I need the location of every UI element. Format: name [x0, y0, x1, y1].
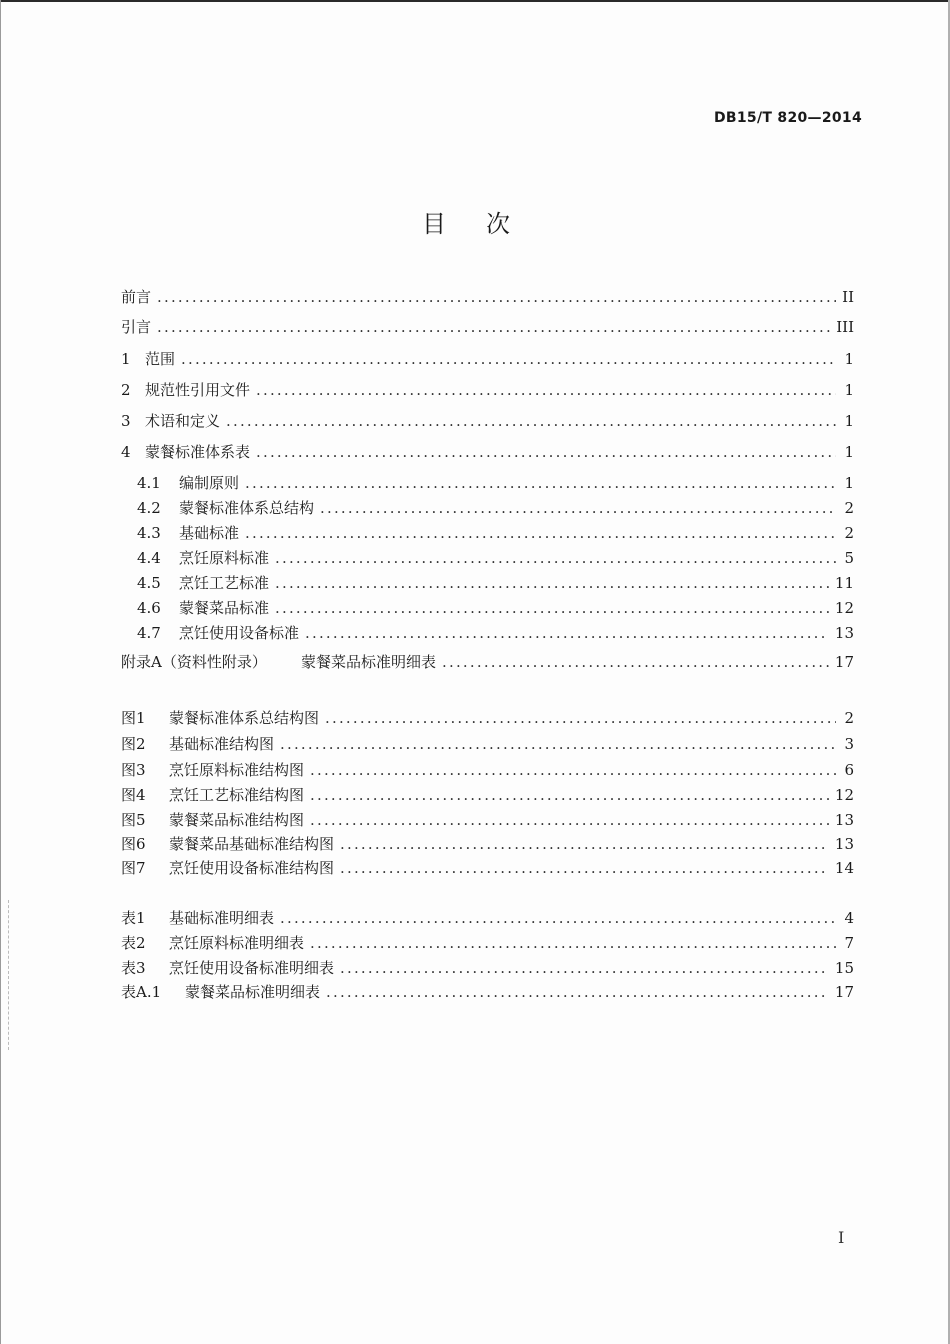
toc-leader-dots	[310, 760, 836, 780]
toc-entry-text: 编制原则	[179, 474, 240, 492]
toc-subentry-4-7[interactable]	[137, 623, 854, 643]
scan-edge-left	[0, 0, 1, 1344]
toc-entry-number: 1	[121, 350, 131, 368]
toc-leader-dots	[256, 380, 836, 400]
toc-entry-number: 表A.1	[121, 983, 162, 1001]
toc-entry-page: 12	[834, 786, 854, 804]
toc-entry-text: 蒙餐菜品标准明细表	[301, 653, 437, 671]
toc-entry-normative-references[interactable]	[121, 380, 854, 400]
toc-leader-dots	[340, 958, 829, 978]
toc-leader-dots	[310, 810, 829, 830]
toc-entry-number: 图6	[121, 835, 146, 853]
toc-entry-text: 烹饪使用设备标准明细表	[169, 959, 335, 977]
toc-subentry-4-4[interactable]	[137, 548, 854, 568]
toc-entry-page: 13	[834, 811, 854, 829]
toc-entry-number: 4.1	[137, 474, 161, 492]
toc-entry-text: 前言	[121, 288, 152, 306]
toc-entry-text: 蒙餐标准体系总结构图	[169, 709, 320, 727]
toc-subentry-4-5[interactable]	[137, 573, 854, 593]
toc-leader-dots	[245, 473, 836, 493]
toc-subentry-4-6[interactable]	[137, 598, 854, 618]
toc-entry-page: 13	[834, 835, 854, 853]
toc-entry-terms-definitions[interactable]	[121, 411, 854, 431]
toc-table-1[interactable]	[121, 908, 854, 928]
toc-table-a1[interactable]	[121, 982, 854, 1002]
toc-figure-6[interactable]	[121, 834, 854, 854]
toc-entry-page: 5	[844, 549, 854, 567]
toc-entry-number: 4.2	[137, 499, 161, 517]
toc-entry-text: 基础标准明细表	[169, 909, 275, 927]
toc-subentry-4-2[interactable]	[137, 498, 854, 518]
toc-leader-dots	[320, 498, 836, 518]
toc-entry-page: 13	[834, 624, 854, 642]
toc-entry-number: 图7	[121, 859, 146, 877]
toc-entry-page: 2	[844, 709, 854, 727]
toc-entry-number: 图3	[121, 761, 146, 779]
toc-figure-7[interactable]	[121, 858, 854, 878]
toc-entry-page: 1	[844, 350, 854, 368]
toc-entry-page: III	[836, 318, 854, 336]
toc-leader-dots	[280, 734, 836, 754]
toc-entry-number: 附录A（资料性附录）	[121, 653, 267, 671]
toc-entry-text: 烹饪原料标准	[179, 549, 270, 567]
toc-entry-number: 表2	[121, 934, 146, 952]
toc-leader-dots	[310, 933, 836, 953]
toc-entry-number: 图5	[121, 811, 146, 829]
toc-entry-text: 烹饪原料标准结构图	[169, 761, 305, 779]
toc-leader-dots	[226, 411, 836, 431]
toc-leader-dots	[157, 317, 830, 337]
toc-entry-page: 11	[834, 574, 854, 592]
toc-figure-3[interactable]	[121, 760, 854, 780]
toc-entry-text: 烹饪使用设备标准	[179, 624, 300, 642]
toc-entry-text: 范围	[145, 350, 176, 368]
toc-leader-dots	[310, 785, 829, 805]
page-number: I	[838, 1228, 845, 1247]
toc-entry-page: 17	[834, 983, 854, 1001]
toc-entry-number: 4.7	[137, 624, 161, 642]
page-title: 目次	[422, 210, 550, 238]
toc-entry-text: 蒙餐标准体系总结构	[179, 499, 315, 517]
toc-entry-appendix-a[interactable]	[121, 652, 854, 672]
scan-edge-top	[0, 0, 950, 2]
toc-entry-number: 图2	[121, 735, 146, 753]
toc-entry-number: 4.6	[137, 599, 161, 617]
toc-entry-text: 术语和定义	[145, 412, 221, 430]
toc-leader-dots	[305, 623, 829, 643]
toc-entry-introduction[interactable]	[121, 317, 854, 337]
toc-entry-page: 12	[834, 599, 854, 617]
toc-leader-dots	[181, 349, 836, 369]
toc-entry-page: 17	[834, 653, 854, 671]
toc-subentry-4-1[interactable]	[137, 473, 854, 493]
toc-leader-dots	[245, 523, 836, 543]
toc-entry-text: 蒙餐标准体系表	[145, 443, 251, 461]
toc-subentry-4-3[interactable]	[137, 523, 854, 543]
toc-entry-page: 3	[844, 735, 854, 753]
toc-entry-number: 4	[121, 443, 131, 461]
toc-entry-text: 烹饪工艺标准	[179, 574, 270, 592]
toc-leader-dots	[442, 652, 829, 672]
toc-leader-dots	[256, 442, 836, 462]
toc-entry-number: 表1	[121, 909, 146, 927]
toc-entry-text: 蒙餐菜品标准结构图	[169, 811, 305, 829]
toc-figure-1[interactable]	[121, 708, 854, 728]
scan-artifact	[8, 900, 10, 1050]
toc-entry-standard-system[interactable]	[121, 442, 854, 462]
toc-entry-text: 烹饪使用设备标准结构图	[169, 859, 335, 877]
toc-figure-4[interactable]	[121, 785, 854, 805]
toc-entry-foreword[interactable]	[121, 287, 854, 307]
toc-entry-number: 图4	[121, 786, 146, 804]
toc-leader-dots	[275, 573, 829, 593]
toc-entry-number: 4.3	[137, 524, 161, 542]
toc-entry-page: 1	[844, 381, 854, 399]
toc-entry-page: 7	[844, 934, 854, 952]
toc-entry-page: 14	[834, 859, 854, 877]
toc-entry-text: 基础标准结构图	[169, 735, 275, 753]
toc-leader-dots	[325, 708, 836, 728]
toc-entry-page: 1	[844, 412, 854, 430]
toc-entry-number: 2	[121, 381, 131, 399]
toc-entry-page: 2	[844, 524, 854, 542]
toc-entry-text: 蒙餐菜品基础标准结构图	[169, 835, 335, 853]
toc-entry-text: 蒙餐菜品标准	[179, 599, 270, 617]
toc-leader-dots	[340, 858, 829, 878]
toc-entry-text: 蒙餐菜品标准明细表	[185, 983, 321, 1001]
toc-entry-scope[interactable]	[121, 349, 854, 369]
toc-entry-page: 4	[844, 909, 854, 927]
toc-entry-number: 3	[121, 412, 131, 430]
toc-entry-text: 规范性引用文件	[145, 381, 251, 399]
toc-leader-dots	[157, 287, 836, 307]
toc-leader-dots	[326, 982, 829, 1002]
toc-entry-page: 1	[844, 443, 854, 461]
toc-entry-number: 表3	[121, 959, 146, 977]
toc-entry-text: 烹饪原料标准明细表	[169, 934, 305, 952]
toc-entry-number: 4.5	[137, 574, 161, 592]
document-code: DB15/T 820—2014	[714, 110, 862, 126]
toc-entry-page: 6	[844, 761, 854, 779]
toc-leader-dots	[275, 548, 836, 568]
toc-table-3[interactable]	[121, 958, 854, 978]
toc-entry-text: 引言	[121, 318, 152, 336]
toc-entry-page: 15	[834, 959, 854, 977]
toc-figure-5[interactable]	[121, 810, 854, 830]
toc-entry-text: 基础标准	[179, 524, 240, 542]
toc-table-2[interactable]	[121, 933, 854, 953]
toc-leader-dots	[280, 908, 836, 928]
toc-figure-2[interactable]	[121, 734, 854, 754]
toc-entry-page: 1	[844, 474, 854, 492]
toc-entry-number: 图1	[121, 709, 146, 727]
toc-leader-dots	[340, 834, 829, 854]
toc-entry-text: 烹饪工艺标准结构图	[169, 786, 305, 804]
toc-entry-page: 2	[844, 499, 854, 517]
toc-leader-dots	[275, 598, 829, 618]
toc-entry-page: II	[842, 288, 854, 306]
toc-entry-number: 4.4	[137, 549, 161, 567]
